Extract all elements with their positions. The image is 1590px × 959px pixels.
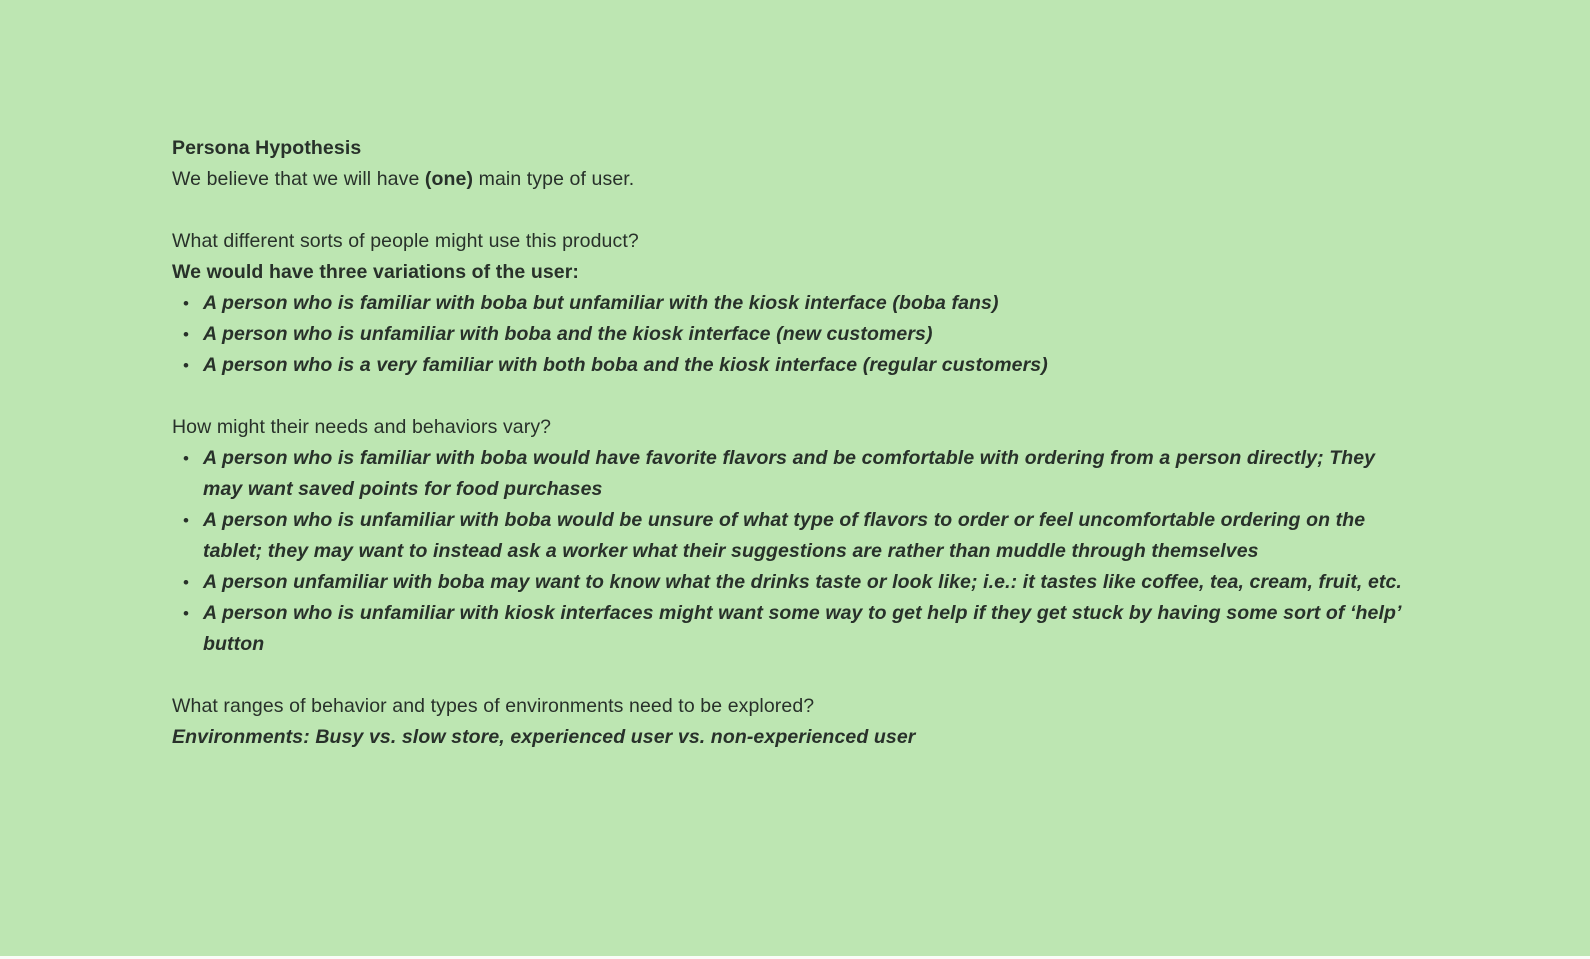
blank-line [172,660,1417,691]
bullet-icon: • [183,294,190,313]
list-item [172,288,1417,319]
user-variations-list [172,288,1417,381]
blank-line [172,381,1417,412]
list-item-text: A person who is unfamiliar with boba would be unsure of what type of flavors to order or feel uncomfortable ordering on the tablet; they may want to instead ask a worker what their suggestions are rather than muddle through themselves [203,509,1366,562]
list-item-text: A person who is familiar with boba would have favorite flavors and be comfortable with ordering from a person directly; They may want saved points for food purchases [203,447,1376,500]
list-item [172,505,1417,567]
needs-behaviors-list [172,443,1417,660]
bullet-icon: • [183,511,190,530]
document-title: Persona Hypothesis [172,137,362,159]
blank-line [172,195,1417,226]
list-item [172,567,1417,598]
list-item [172,319,1417,350]
bullet-icon: • [183,449,190,468]
list-item [172,598,1417,660]
answer-1: We would have three variations of the user: [172,261,580,283]
list-item-text: A person who is a very familiar with both boba and the kiosk interface (regular customers) [203,354,1048,376]
list-item-text: A person unfamiliar with boba may want to know what the drinks taste or look like; i.e.: it tastes like coffee, tea, cream, fruit, etc. [203,571,1402,593]
bullet-icon: • [183,325,190,344]
bullet-icon: • [183,573,190,592]
list-item-text: A person who is unfamiliar with boba and the kiosk interface (new customers) [203,323,933,345]
list-item-text: A person who is familiar with boba but unfamiliar with the kiosk interface (boba fans) [203,292,999,314]
question-1: What different sorts of people might use this product? [172,230,639,252]
list-item [172,350,1417,381]
intro-prefix: We believe that we will have [172,168,425,190]
intro-line [172,164,1417,195]
document [172,133,1417,753]
bullet-icon: • [183,604,190,623]
list-item [172,443,1417,505]
list-item-text: A person who is unfamiliar with kiosk interfaces might want some way to get help if they get stuck by having some sort of ‘help’ button [203,602,1401,655]
intro-suffix: main type of user. [473,168,635,190]
bullet-icon: • [183,356,190,375]
answer-3: Environments: Busy vs. slow store, experienced user vs. non-experienced user [172,726,916,748]
question-2: How might their needs and behaviors vary? [172,416,552,438]
intro-bold: (one) [424,168,474,190]
question-3: What ranges of behavior and types of environments need to be explored? [172,695,815,717]
